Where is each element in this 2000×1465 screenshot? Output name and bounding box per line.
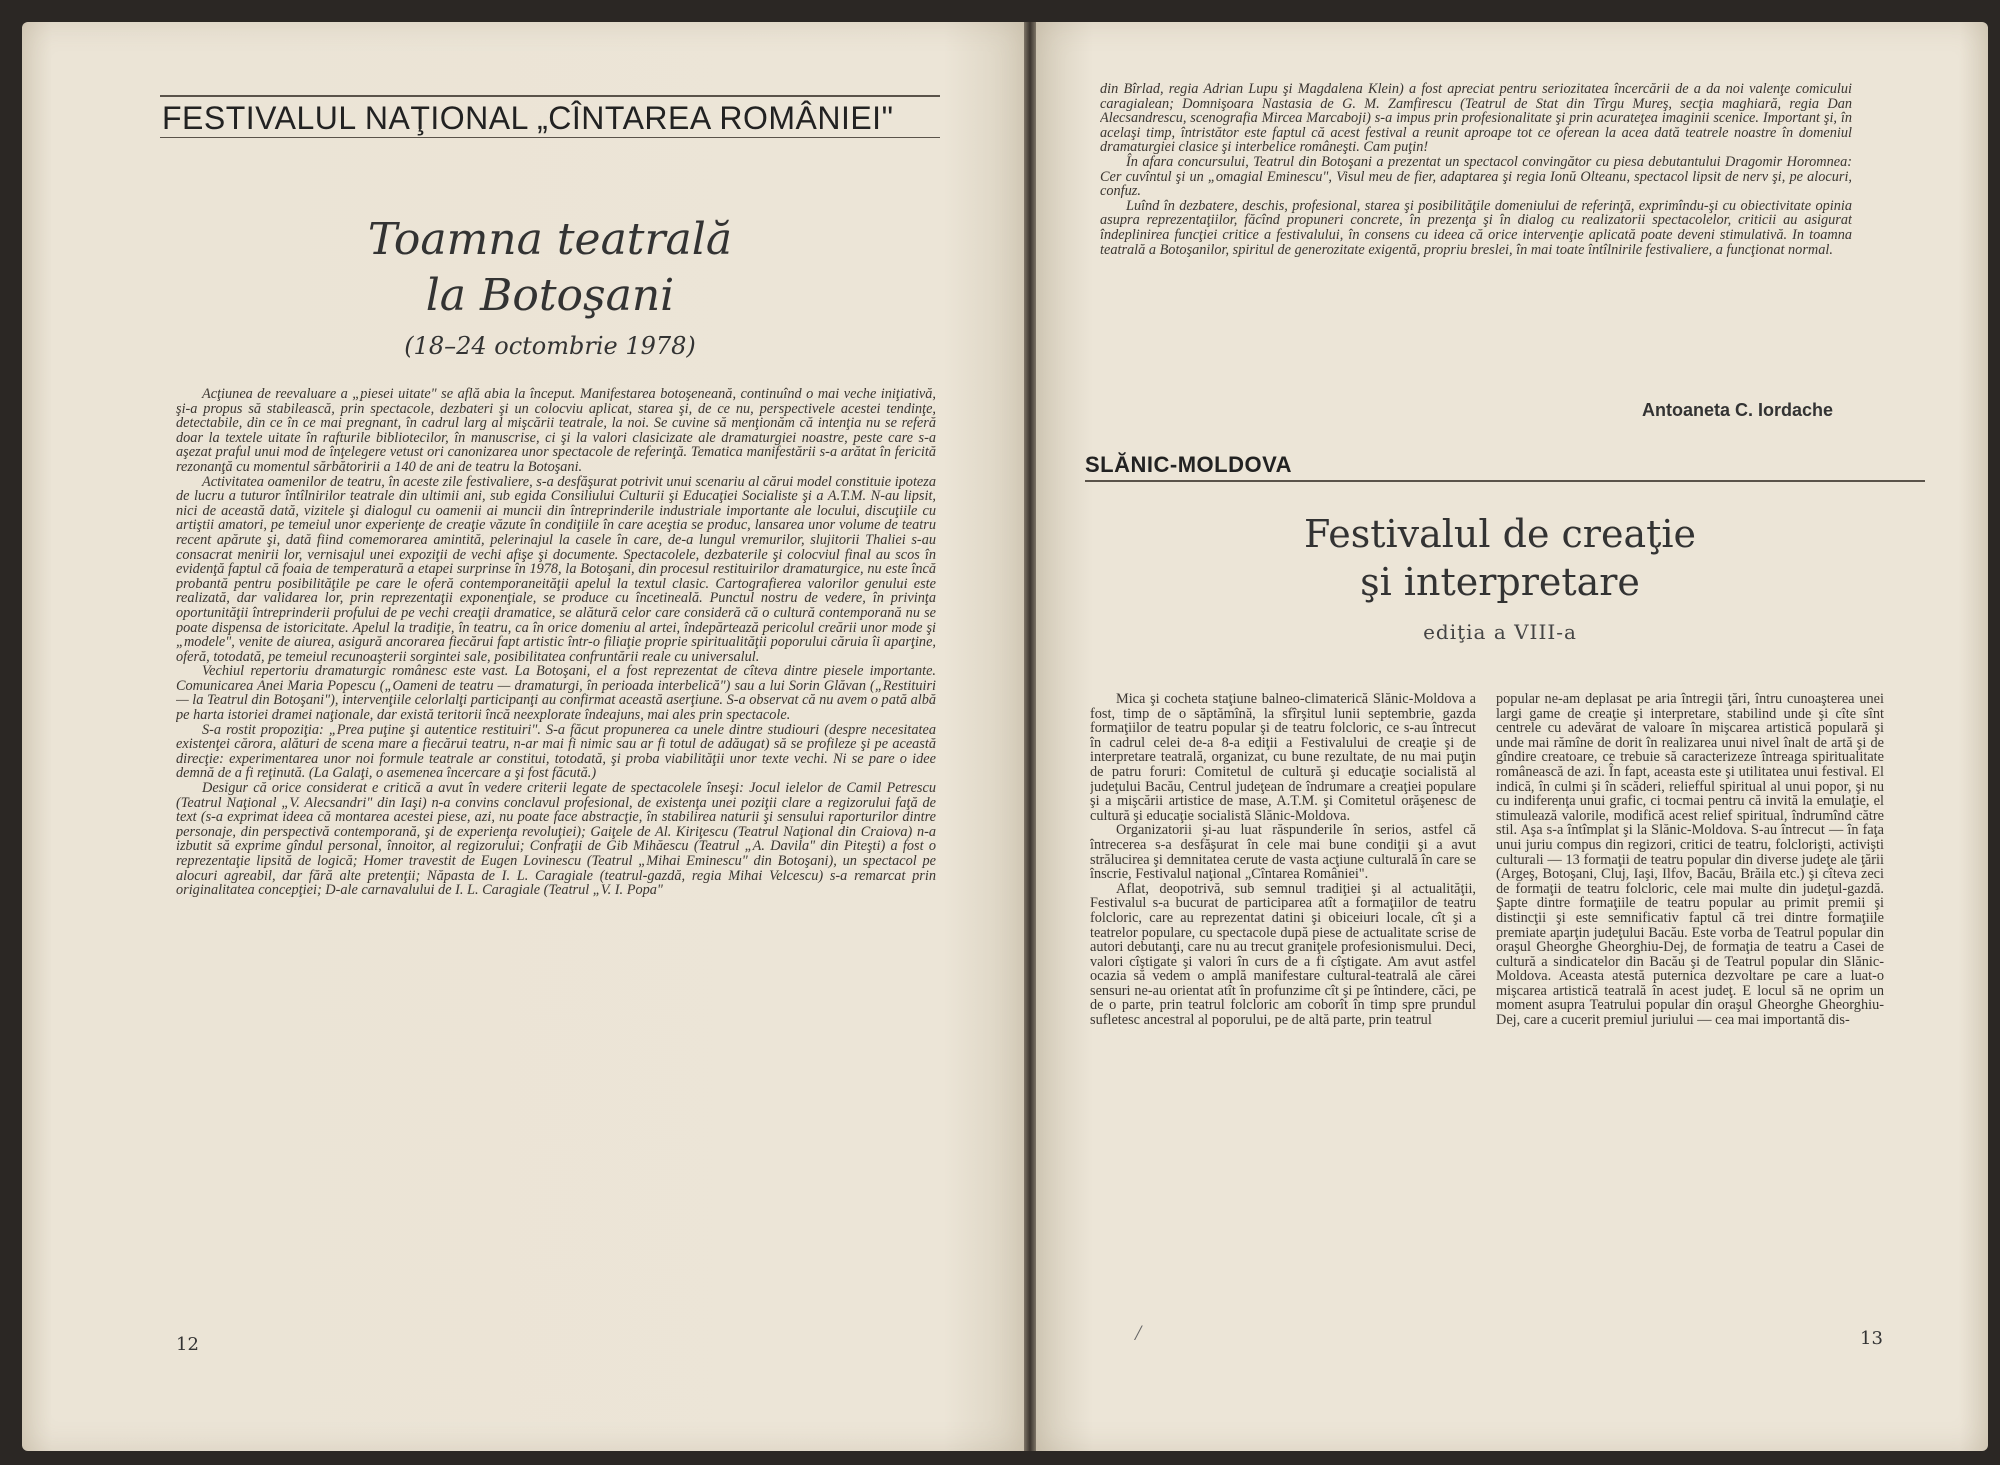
article-title-line1: Toamna teatrală <box>367 214 733 265</box>
continuation-body <box>1100 82 1852 394</box>
continuation-paragraph: În afara concursului, Teatrul din Botoşani a prezentat un spectacol convingător cu piesa debutantului Dragomir Horomnea: Cer cuvîntul şi un „omagial Eminescu", Visul meu de fier, adaptarea şi regia Ionŭ Olteanu, spectacol lipsit de nerv şi, pe alocuri, confuz. <box>1100 153 1852 200</box>
festival-title-line1: Festivalul de creaţie <box>1303 512 1697 556</box>
continuation-paragraph: din Bîrlad, regia Adrian Lupu şi Magdalena Klein) a fost apreciat pentru seriozitatea încercării de a da noi valenţe comicului caragialean; Domnişoara Nastasia de G. M. Zamfirescu (Teatrul de Stat din Tîrgu Mureş, secţia maghiară, regia Dan Alecsandrescu, scenografia Mircea Marcaboji) s-a impus prin profesionalitate şi prin acurateţea imaginii scenice. Important şi, în acelaşi timp, întristător este faptul că acest festival a reunit aproape tot ce oferean la acea dată teatrele noastre în domeniul dramaturgiei clasice şi interbelice româneşti. Cam puţin! <box>1100 82 1852 156</box>
running-header: FESTIVALUL NAŢIONAL „CÎNTAREA ROMÂNIEI" <box>162 100 894 136</box>
column-paragraph: Organizatorii şi-au luat răspunderile în serios, astfel că întrecerea s-a desfăşurat în cele mai bune condiţii şi a avut strălucirea şi demnitatea cerute de vasta acţiune culturală în care se înscrie, Festivalul naţional „Cîntarea României". <box>1090 822 1476 883</box>
article-title-line2: la Botoşani <box>425 270 675 321</box>
section-rule <box>1085 480 1925 482</box>
header-rule-top <box>160 95 940 97</box>
festival-title-line2: şi interpretare <box>1360 560 1640 604</box>
ink-mark: / <box>1135 1320 1142 1345</box>
festival-column-1 <box>1090 692 1476 1292</box>
column-paragraph: Mica şi cocheta staţiune balneo-climaterică Slănic-Moldova a fost, timp de o săptămînă, la sfîrşitul lunii septembrie, gazda formaţiilor de teatru popular şi de teatru folcloric, ce s-au întrecut în cadrul celei de-a 8-a ediţii a Festivalului de creaţie şi de interpretare teatrală, organizat, cu bune rezultate, de nu mai puţin de patru foruri: Comitetul de cultură şi educaţie socialistă al judeţului Bacău, Centrul judeţean de îndrumare a creaţiei populare şi a mişcării artistice de mase, A.T.M. şi Comitetul orăşenesc de cultură şi educaţie socialistă Slănic-Moldova. <box>1090 692 1476 824</box>
edition-subtitle: ediţia a VIII-a <box>1423 620 1577 644</box>
article-paragraph: Acţiunea de reevaluare a „piesei uitate" se află abia la început. Manifestarea botoşeneană, continuînd o mai veche iniţiativă, şi-a propus să stabilească, prin spectacole, dezbateri şi un colocviu aplicat, starea şi, de ce nu, perspectivele acestei tendinţe, detectabile, din ce în ce mai pregnant, în cadrul larg al mişcării teatrale, la noi. Se cuvine să menţionăm că intenţia nu se referă doar la textele uitate în rafturile bibliotecilor, în manuscrise, ci şi la valori clasicizate ale dramaturgiei noastre, peste care s-a aşezat praful unui mod de înţelegere vetust ori canonizarea unor spectacole de referinţă. Tematica manifestării s-a arătat în fericită rezonanţă cu momentul sărbătoririi a 140 de ani de teatru la Botoşani. <box>176 387 936 475</box>
book-gutter <box>1024 22 1036 1451</box>
header-rule-bottom <box>160 137 940 138</box>
column-paragraph: Aflat, deopotrivă, sub semnul tradiţiei şi al actualităţii, Festivalul s-a bucurat de participarea atît a formaţiilor de teatru folcloric, care au reprezentat datini şi obiceiuri locale, cît şi a teatrelor populare, cu spectacole după piese de actualitate scrise de autori debutanţi, care nu au trecut graniţele profesionismului. Deci, valori cîştigate şi valori în curs de a fi cîştigate. Am avut astfel ocazia să vedem o amplă manifestare cultural-teatrală ale cărei sensuri ne-au orientat atît în profunzime cît şi pe întindere, căci, pe de o parte, prin teatrul folcloric am coborît în timp spre prundul sufletesc ancestral al poporului, pe de altă parte, prin teatrul <box>1090 880 1476 1029</box>
page-number-right: 13 <box>1860 1328 1883 1349</box>
article-paragraph: Vechiul repertoriu dramaturgic românesc este vast. La Botoşani, el a fost reprezentat de cîteva dintre piesele importante. Comunicarea Anei Maria Popescu („Oameni de teatru — dramaturgi, în perioada interbelică") sau a lui Sorin Glăvan („Restituiri — la Teatrul din Botoşani"), intervenţiile celorlalţi participanţi au confirmat această aserţiune. S-a observat că nu avem o pată albă pe harta istoriei dramei naţionale, dar există teritorii încă neexplorate îndeajuns, mai ales prin spectacole. <box>176 663 936 724</box>
section-label: SLĂNIC-MOLDOVA <box>1085 452 1293 477</box>
continuation-paragraph: Luînd în dezbatere, deschis, profesional, starea şi posibilităţile domeniului de referinţă, exprimîndu-şi cu obiectivitate opinia asupra reprezentaţiilor, făcînd propuneri concrete, în prezenţa şi în dialog cu realizatorii spectacolelor, criticii au asigurat îndeplinirea funcţiei critice a festivalului, în consens cu ideea că orice intervenţie aplicată poate deveni stimulativă. In toamna teatrală a Botoşanilor, spiritul de generozitate exigentă, propriu breslei, în mai toate întîlnirile festivaliere, a funcţionat normal. <box>1100 197 1852 258</box>
article-body <box>176 387 936 1317</box>
article-paragraph: S-a rostit propoziţia: „Prea puţine şi autentice restituiri". S-a făcut propunerea ca unele dintre studiouri (despre necesitatea existenţei cărora, alături de scena mare a fiecărui teatru, n-ar mai fi nimic sau ar fi totul de adăugat) să se profileze şi pe această direcţie: experimentarea unor noi formule teatrale ar constitui, totodată, şi proba viabilităţii unor texte vechi. Ni se pare o idee demnă de a fi reţinută. (La Galaţi, o asemenea încercare a şi fost făcută.) <box>176 721 936 782</box>
page-number-left: 12 <box>176 1334 199 1355</box>
festival-column-2 <box>1496 692 1884 1292</box>
article-paragraph: Activitatea oamenilor de teatru, în aceste zile festivaliere, s-a desfăşurat potrivit unui scenariu al cărui model constituie ipoteza de lucru a tuturor întîlnirilor teatrale din ultimii ani, sub egida Consiliului Culturii şi Educaţiei Socialiste şi a A.T.M. N-au lipsit, nici de această dată, vizitele şi dialogul cu oamenii ai muncii din întreprinderile industriale importante ale locului, discuţiile cu artiştii amatori, pe temeiul unor experienţe de creaţie văzute în condiţiile în care aceştia se produc, lansarea unor volume de teatru recent apărute şi, dată fiind comemorarea amintită, pelerinajul la casele în care, de-a lungul vremurilor, slujitorii Thaliei s-au consacrat menirii lor, vernisajul unei expoziţii de vechi afişe şi documente. Spectacolele, dezbaterile şi colocviul final au scos în evidenţă faptul că foaia de temperatură a etapei surprinse în 1978, la Botoşani, din procesul restituirilor dramaturgice, nu este încă probantă pentru posibilităţile pe care le oferă contemporaneităţii apelul la textul clasic. Cartografierea valorilor genului este realizată, dar validarea lor, prin reprezentaţii exponenţiale, se produce cu încetineală. Punctul nostru de vedere, în privinţa oportunităţii întreprinderii profului de pe vechi creaţii dramatice, se alătură celor care consideră că o cultură contemporană nu se poate dispensa de istoricitate. Apelul la tradiţie, în teatru, ca în orice domeniu al artei, îndepărtează pericolul creării unor mode şi „modele", venite de aiurea, asigură ancorarea fiecărui fapt artistic într-o filiaţie proprie spiritualităţii poporului căruia îi aparţine, oferă, totodată, pe temeiul recunoaşterii sorgintei sale, posibilitatea confruntării reale cu universalul. <box>176 473 936 665</box>
author-signature: Antoaneta C. Iordache <box>1642 400 1834 420</box>
festival-title <box>1180 510 1820 606</box>
column-paragraph: popular ne-am deplasat pe aria întregii ţări, întru cunoaşterea unei largi game de creaţie şi interpretare, stabilind unde şi cîte sînt centrele cu adevărat de valoare în mişcarea artistică populară şi unde mai rămîne de dorit în realizarea unui nivel înalt de artă şi de gîndire creatoare, ce trebuie să caracterizeze întreaga spiritualitate românească de azi. În fapt, aceasta este şi utilitatea unui festival. El indică, în culmi şi în scăderi, reliefful spiritual al unui popor, şi nu cu indiferenţa unui grafic, ci tocmai pentru că invită la emulaţie, el stimulează valorile, modifică acest relief spiritual, îndrumînd către stil. Aşa s-a întîmplat şi la Slănic-Moldova. S-au întrecut — în faţa unui juriu compus din regizori, critici de teatru, folclorişti, activişti culturali — 13 formaţii de teatru popular din diverse judeţe ale ţării (Argeş, Botoşani, Cluj, Iaşi, Ilfov, Bacău, Brăila etc.) şi cîteva zeci de formaţii de teatru folcloric, cele mai multe din judeţul-gazdă. Şapte dintre formaţiile de teatru popular au primit premii şi distincţii şi este semnificativ faptul că trei dintre formaţiile premiate aparţin judeţului Bacău. Este vorba de Teatrul popular din oraşul Gheorghe Gheorghiu-Dej, de formaţia de teatru a Casei de cultură a sindicatelor din Bacău şi de Teatrul popular din Slănic-Moldova. Aceasta atestă puternica dezvoltare pe care a luat-o mişcarea artistică teatrală în acest judeţ. E locul să ne oprim un moment asupra Teatrului popular din oraşul Gheorghe Gheorghiu-Dej, care a cucerit premiul juriului — cea mai importantă dis- <box>1496 692 1884 1029</box>
article-dates: (18–24 octombrie 1978) <box>404 332 696 360</box>
article-paragraph: Desigur că orice considerat e critică a avut în vedere criterii legate de spectacolele înseşi: Jocul ielelor de Camil Petrescu (Teatrul Naţional „V. Alecsandri" din Iaşi) n-a convins conclavul profesional, de existenţa unei poziţii clare a regizorului faţă de text (s-a exprimat ideea că montarea acestei piese, azi, nu poate face abstracţie, în stabilirea naturii şi sensului raporturilor dintre personaje, din perspectivă contemporană, şi de experienţa revoluţiei); Gaiţele de Al. Kiriţescu (Teatrul Naţional din Craiova) n-a izbutit să exprime gîndul personal, înnoitor, al regizorului; Confraţii de Gib Mihăescu (Teatrul „A. Davila" din Piteşti) a fost o reprezentaţie lipsită de logică; Homer travestit de Eugen Lovinescu (Teatrul „Mihai Eminescu" din Botoşani), un spectacol pe alocuri agreabil, dar fără alte pretenţii; Năpasta de I. L. Caragiale (teatrul-gazdă, regia Mihai Velcescu) s-a remarcat prin originalitatea concepţiei; D-ale carnavalului de I. L. Caragiale (Teatrul „V. I. Popa" <box>176 780 936 899</box>
